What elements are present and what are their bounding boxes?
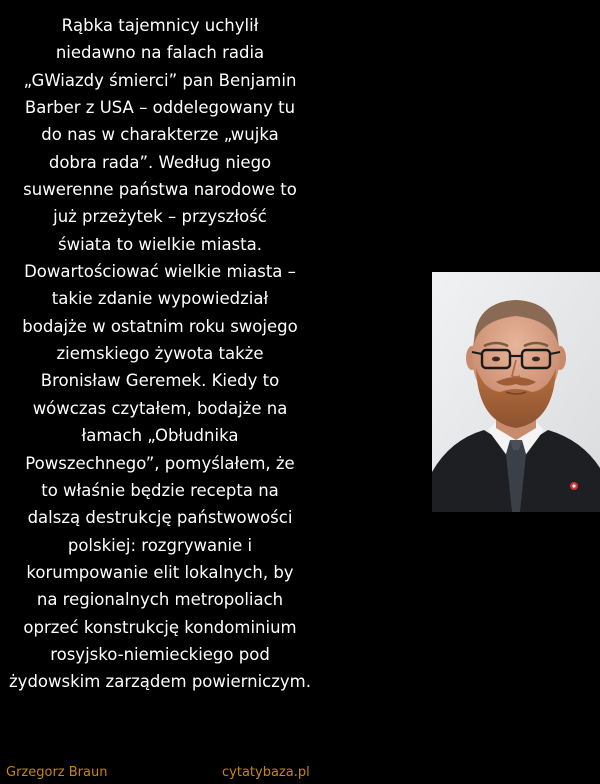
quote-line: świata to wielkie miasta.	[58, 234, 262, 254]
author-name: Grzegorz Braun	[6, 765, 108, 780]
quote-line: dalszą destrukcję państwowości	[27, 508, 293, 528]
quote-line: już przeżytek – przyszłość	[53, 207, 267, 227]
quote-line: korumpowanie elit lokalnych, by	[26, 562, 294, 582]
quote-line: Barber z USA – oddelegowany tu	[24, 98, 296, 118]
quote-line: polskiej: rozgrywanie i	[67, 535, 253, 555]
site-name: cytatybaza.pl	[222, 765, 310, 780]
quote-line: rosyjsko-niemieckiego pod	[50, 644, 270, 664]
quote-line: bodajże w ostatnim roku swojego	[22, 316, 298, 336]
quote-line: oprzeć konstrukcję kondominium	[23, 617, 297, 637]
quote-line: Bronisław Geremek. Kiedy to	[40, 371, 280, 391]
quote-line: niedawno na falach radia	[55, 43, 265, 63]
quote-line: to właśnie będzie recepta na	[41, 480, 279, 500]
quote-line: do nas w charakterze „wujka	[41, 125, 279, 145]
quote-line: „GWiazdy śmierci” pan Benjamin	[23, 70, 297, 90]
quote-line: Powszechnego”, pomyślałem, że	[25, 453, 295, 473]
quote-line: ziemskiego żywota także	[56, 344, 264, 364]
quote-line: łamach „Obłudnika	[81, 426, 239, 446]
quote-line: Dowartościować wielkie miasta –	[24, 262, 296, 282]
author-portrait	[432, 272, 600, 512]
portrait-illustration	[432, 272, 600, 512]
quote-line: dobra rada”. Według niego	[48, 152, 272, 172]
quote-line: na regionalnych metropoliach	[36, 590, 284, 610]
quote-line: wówczas czytałem, bodajże na	[32, 398, 288, 418]
quote-line: suwerenne państwa narodowe to	[23, 180, 297, 200]
quote-line: takie zdanie wypowiedział	[51, 289, 269, 309]
quote-line: żydowskim zarządem powierniczym.	[9, 672, 311, 692]
quote-line: Rąbka tajemnicy uchylił	[61, 16, 259, 35]
quote-text	[0, 12, 320, 696]
